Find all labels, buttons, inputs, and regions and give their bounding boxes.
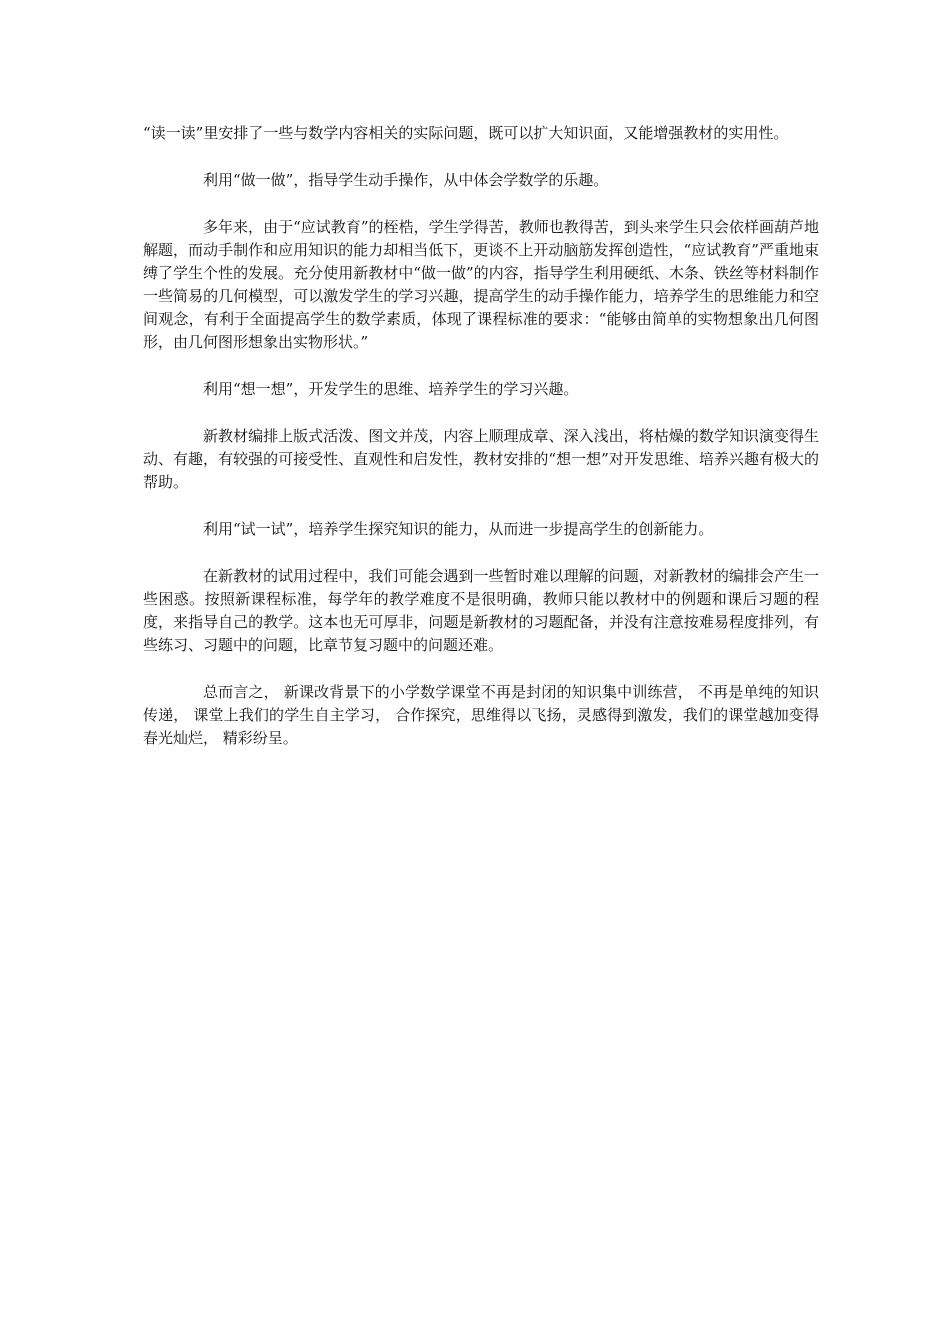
paragraph-do-heading: 利用“做一做”，指导学生动手操作，从中体会学数学的乐趣。 (203, 171, 609, 189)
document-body (143, 122, 819, 774)
paragraph-trial-issues: 在新教材的试用过程中，我们可能会遇到一些暂时难以理解的问题，对新教材的编排会产生一些困惑。按照新课程标准，每学年的教学难度不是很明确，教师只能以教材中的例题和课后习题的程度，来指导自己的教学。这本也无可厚非，问题是新教材的习题配备，并没有注意按难易程度排列，有些练习、习题中的问题，比章节复习题中的问题还难。 (143, 567, 819, 654)
paragraph-exam-education: 多年来，由于“应试教育”的桎梏，学生学得苦，教师也教得苦，到头来学生只会依样画葫芦地解题，而动手制作和应用知识的能力却相当低下，更谈不上开动脑筋发挥创造性，“应试教育”严重地束缚了学生个性的发展。充分使用新教材中“做一做”的内容，指导学生利用硬纸、木条、铁丝等材料制作一些简易的几何模型，可以激发学生的学习兴趣，提高学生的动手操作能力，培养学生的思维能力和空间观念，有利于全面提高学生的数学素质，体现了课程标准的要求：“能够由简单的实物想象出几何图形，由几何图形想象出实物形状。” (143, 218, 819, 351)
paragraph-try-heading: 利用“试一试”，培养学生探究知识的能力，从而进一步提高学生的创新能力。 (203, 520, 714, 538)
paragraph-conclusion: 总而言之， 新课改背景下的小学数学课堂不再是封闭的知识集中训练营， 不再是单纯的知识传递， 课堂上我们的学生自主学习， 合作探究，思维得以飞扬，灵感得到激发，我们的课堂越加变得春光灿烂， 精彩纷呈。 (143, 683, 819, 747)
paragraph-think-heading: 利用“想一想”，开发学生的思维、培养学生的学习兴趣。 (203, 380, 579, 398)
paragraph-read-section: “读一读”里安排了一些与数学内容相关的实际问题，既可以扩大知识面，又能增强教材的实用性。 (143, 124, 789, 142)
paragraph-new-textbook: 新教材编排上版式活泼、图文并茂，内容上顺理成章、深入浅出，将枯燥的数学知识演变得生动、有趣，有较强的可接受性、直观性和启发性，教材安排的“想一想”对开发思维、培养兴趣有极大的帮助。 (143, 427, 819, 491)
